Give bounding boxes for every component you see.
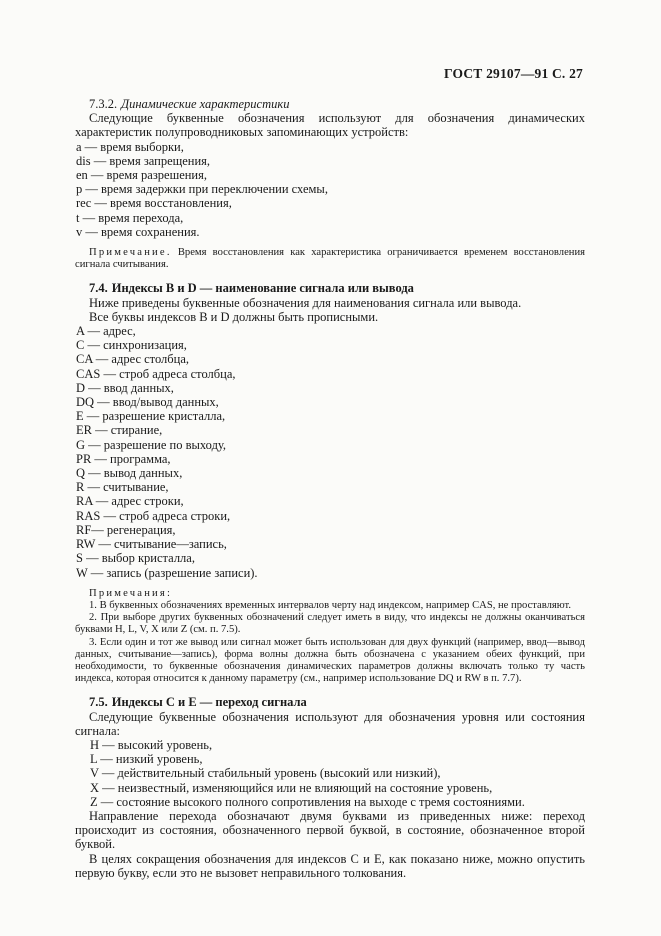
list-item: RF— регенерация, [76,522,176,537]
list-item: RA — адрес строки, [76,494,184,509]
section-7-4-intro-2: Все буквы индексов B и D должны быть прописными. [89,309,379,324]
section-7-4-notes [75,588,585,686]
section-7-4-heading [75,281,585,295]
section-7-4-intro-1: Ниже приведены буквенные обозначения для наименования сигнала или вывода. [89,295,522,310]
note-item: 3. Если один и тот же вывод или сигнал может быть использован для двух функций (например, ввод—вывод данных, считывание—запись), форма волны должна быть обозначена с указанием обеих функций, при необходимости, то буквенные обозначения динамических параметров должны включать только ту часть индекса, которая относится к данному параметру (см., например использование DQ и RW в п. 7.7). [75,636,585,685]
list-item: S — выбор кристалла, [76,551,195,566]
list-item: H — высокий уровень, [90,737,213,752]
list-item: D — ввод данных, [76,380,174,395]
section-7-3-2-intro: Следующие буквенные обозначения используют для обозначения динамических характеристик полупроводниковых запоминающих устройств: [75,111,585,140]
section-7-3-2-heading [75,97,585,111]
list-item: Q — вывод данных, [76,466,183,481]
section-title: Динамические характеристики [121,97,290,111]
list-item: G — разрешение по выходу, [76,437,227,452]
section-7-3-2-note [75,247,585,271]
list-item: p — время задержки при переключении схемы, [76,182,328,197]
list-item: RAS — строб адреса строки, [76,508,231,523]
list-item: a — время выборки, [76,139,184,154]
list-item: W — запись (разрешение записи). [76,565,258,580]
section-number: 7.5. [89,695,108,710]
document-body [75,96,585,880]
list-item: V — действительный стабильный уровень (высокий или низкий), [90,766,441,781]
list-item: PR — программа, [76,451,171,466]
list-item: Z — состояние высокого полного сопротивления на выходе с тремя состояниями. [90,794,525,809]
section-7-5-heading [75,695,585,709]
notes-label-text: Примечания: [89,587,173,599]
list-item: C — синхронизация, [76,338,187,353]
section-number: 7.3.2. [89,97,118,111]
signal-levels-list [75,738,585,809]
list-item: v — время сохранения. [76,224,200,239]
list-item: CA — адрес столбца, [76,352,190,367]
note-item: 2. При выборе других буквенных обозначений следует иметь в виду, что индексы не должны оканчиваться буквами H, L, V, X или Z (см. п. 7.5). [75,612,585,636]
section-number: 7.4. [89,281,108,296]
signal-names-list [75,324,585,580]
note-label: Примечание. [89,247,172,259]
list-item: DQ — ввод/вывод данных, [76,395,219,410]
section-title: Индексы B и D — наименование сигнала или вывода [111,281,414,296]
list-item: X — неизвестный, изменяющийся или не влияющий на состояние уровень, [90,780,493,795]
list-item: CAS — строб адреса столбца, [76,366,236,381]
section-7-5-intro: Следующие буквенные обозначения используют для обозначения уровня или состояния сигнала: [75,709,585,738]
dynamic-characteristics-list [75,140,585,239]
section-7-5-paragraph-2: В целях сокращения обозначения для индексов C и E, как показано ниже, можно опустить первую букву, если это не вызовет неправильного толкования. [75,851,585,880]
list-item: R — считывание, [76,480,169,495]
list-item: rec — время восстановления, [76,196,232,211]
list-item: L — низкий уровень, [90,752,203,767]
section-7-5-paragraph-1: Направление перехода обозначают двумя буквами из приведенных ниже: переход происходит из состояния, обозначенного первой буквой, в состояние, обозначенное второй буквой. [75,808,585,852]
page-header: ГОСТ 29107—91 С. 27 [444,66,583,81]
list-item: E — разрешение кристалла, [76,409,226,424]
list-item: en — время разрешения, [76,168,207,183]
note-text: Время восстановления как характеристика ограничивается временем восстановления сигнала считывания. [75,247,585,271]
section-title: Индексы C и E — переход сигнала [111,695,307,710]
list-item: ER — стирание, [76,423,163,438]
note-item: 1. В буквенных обозначениях временных интервалов черту над индексом, например CAS, не проставляют. [89,599,572,611]
notes-label [75,588,585,600]
list-item: dis — время запрещения, [76,153,211,168]
list-item: t — время перехода, [76,210,184,225]
list-item: A — адрес, [76,324,136,339]
list-item: RW — считывание—запись, [76,537,227,552]
